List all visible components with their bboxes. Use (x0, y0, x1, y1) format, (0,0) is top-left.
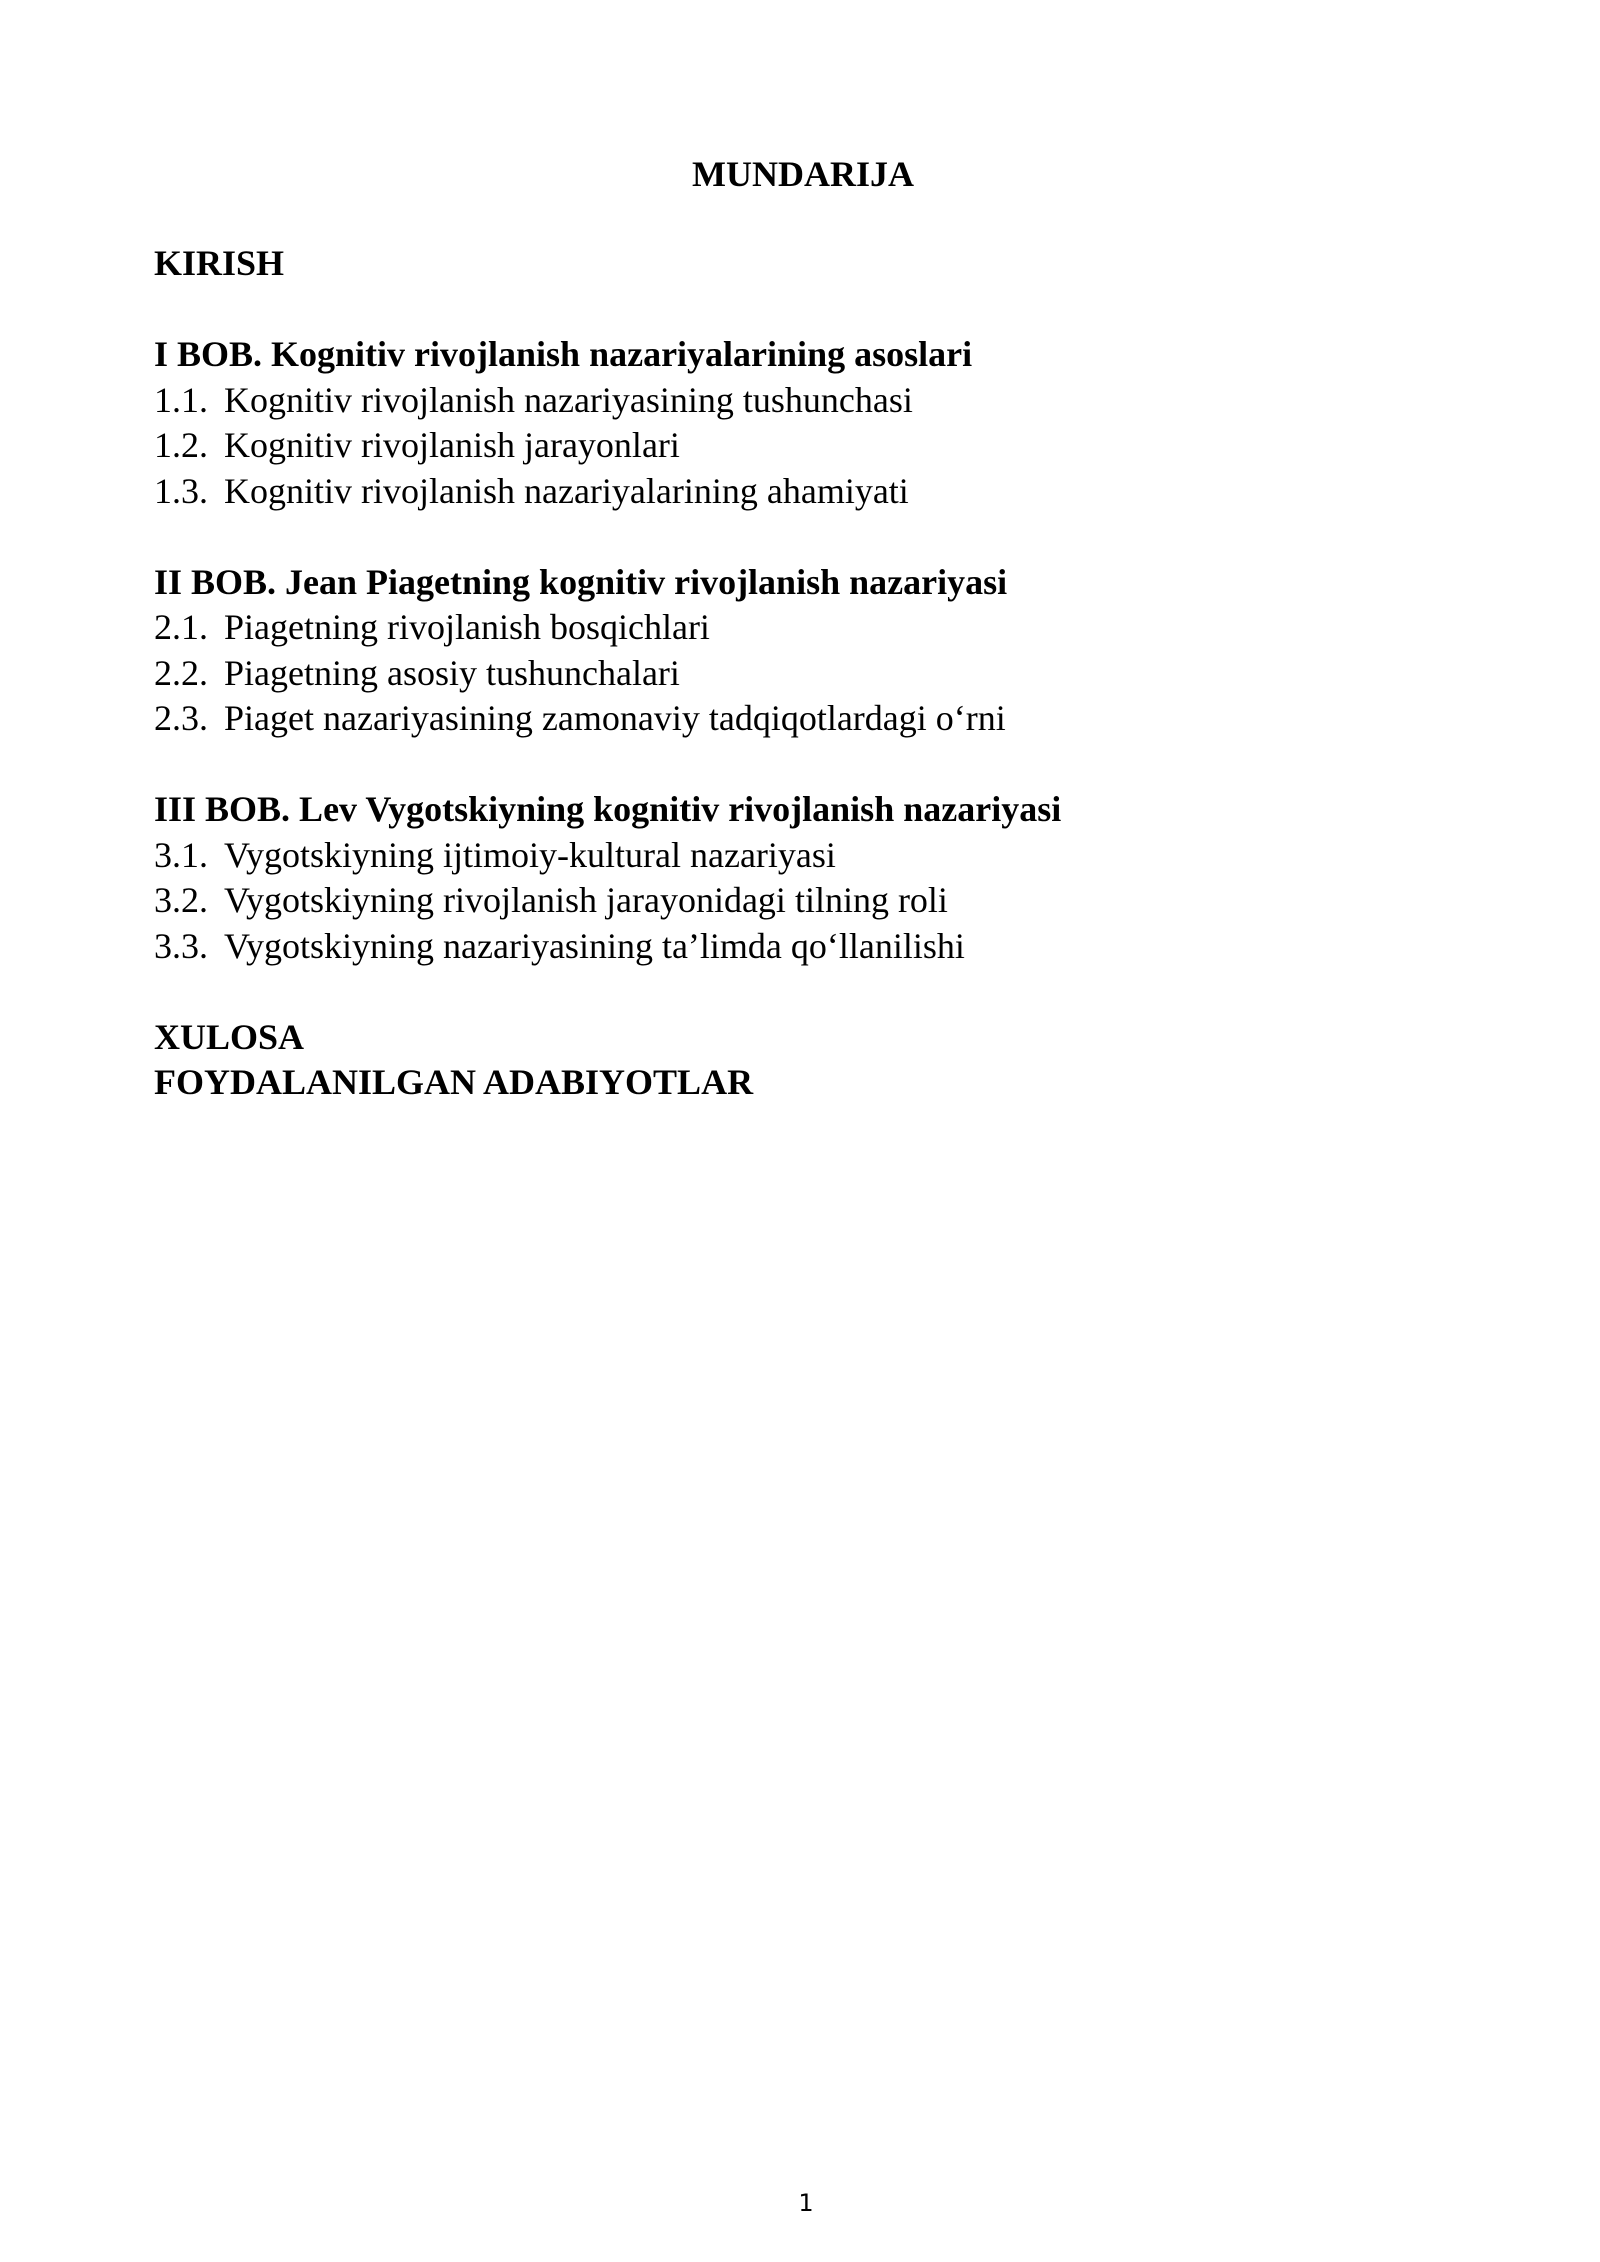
section-number: 2.2. (154, 652, 208, 693)
table-of-contents (154, 241, 1454, 1106)
chapter-1-heading: I BOB. Kognitiv rivojlanish nazariyalarining asoslari (154, 334, 973, 374)
section-title: Vygotskiyning ijtimoiy-kultural nazariyasi (224, 834, 836, 875)
section-number: 3.3. (154, 925, 208, 966)
section-title: Kognitiv rivojlanish nazariyalarining ahamiyati (224, 470, 909, 511)
section-2-1 (154, 605, 1454, 651)
section-title: Piagetning asosiy tushunchalari (224, 652, 680, 693)
section-title: Kognitiv rivojlanish jarayonlari (224, 425, 680, 465)
section-1-2 (154, 423, 1454, 469)
page-number: 1 (798, 2189, 814, 2217)
section-title: Vygotskiyning nazariyasining ta’limda qo‘llanilishi (224, 925, 965, 966)
section-number: 3.1. (154, 834, 208, 875)
section-number: 1.1. (154, 379, 208, 420)
section-number: 1.2. (154, 425, 208, 465)
section-3-2 (154, 878, 1454, 924)
toc-spacer (154, 742, 1454, 788)
section-2-3 (154, 696, 1454, 742)
section-number: 1.3. (154, 470, 208, 511)
section-title: Piagetning rivojlanish bosqichlari (224, 607, 710, 647)
section-1-3 (154, 469, 1454, 515)
section-number: 2.3. (154, 698, 208, 738)
toc-conclusion: XULOSA (154, 1016, 305, 1057)
toc-intro: KIRISH (154, 243, 285, 283)
chapter-3-heading: III BOB. Lev Vygotskiyning kognitiv rivojlanish nazariyasi (154, 789, 1062, 829)
section-3-1 (154, 833, 1454, 879)
section-1-1 (154, 378, 1454, 424)
toc-spacer (154, 969, 1454, 1015)
toc-references: FOYDALANILGAN ADABIYOTLAR (154, 1062, 754, 1102)
section-title: Piaget nazariyasining zamonaviy tadqiqotlardagi o‘rni (224, 698, 1006, 738)
toc-spacer (154, 287, 1454, 333)
section-3-3 (154, 924, 1454, 970)
section-title: Kognitiv rivojlanish nazariyasining tushunchasi (224, 379, 913, 420)
section-2-2 (154, 651, 1454, 697)
chapter-2-heading: II BOB. Jean Piagetning kognitiv rivojlanish nazariyasi (154, 561, 1008, 602)
section-title: Vygotskiyning rivojlanish jarayonidagi tilning roli (224, 880, 948, 920)
section-number: 2.1. (154, 607, 208, 647)
section-number: 3.2. (154, 880, 208, 920)
page-title: MUNDARIJA (692, 154, 914, 194)
toc-spacer (154, 514, 1454, 560)
